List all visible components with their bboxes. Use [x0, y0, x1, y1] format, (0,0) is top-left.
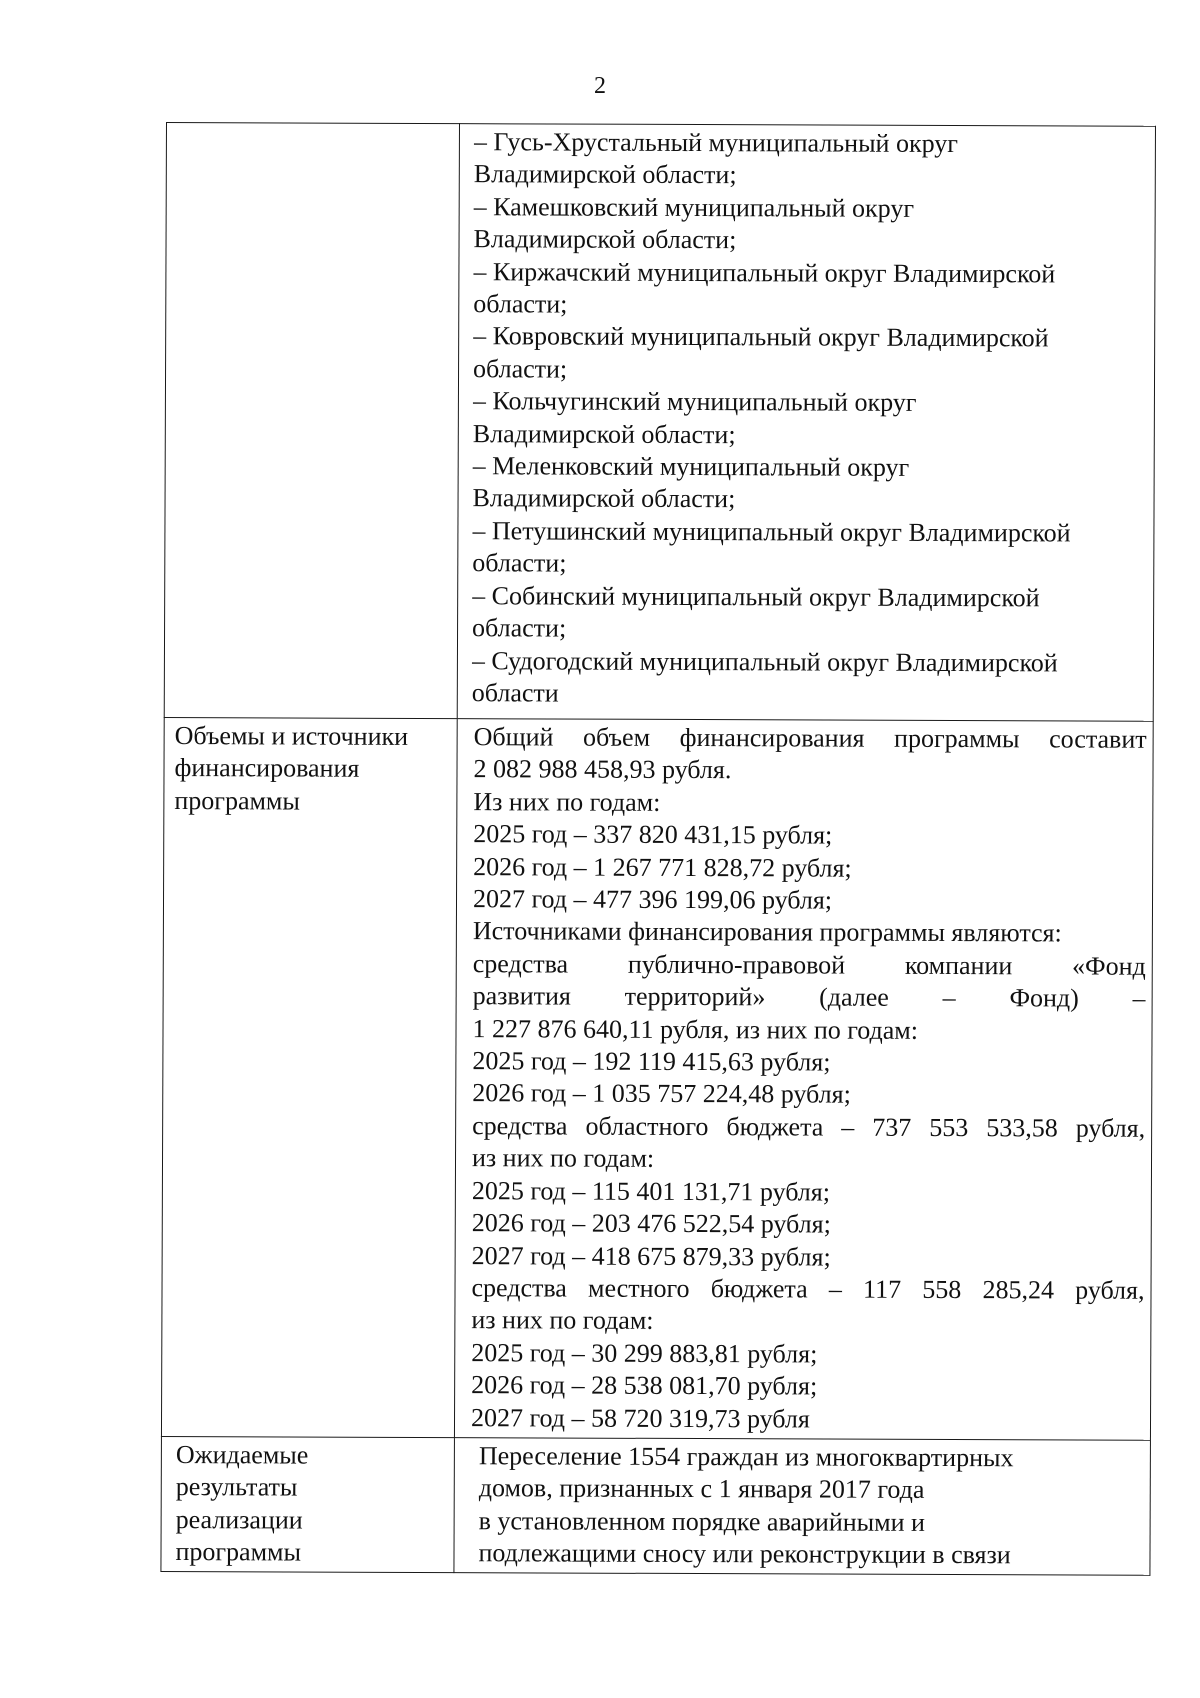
text-line: – Меленковский муниципальный округ	[472, 451, 910, 482]
text-line: 2027 год – 418 675 879,33 рубля;	[471, 1240, 831, 1272]
text-line: Источниками финансирования программы являются:	[472, 916, 1062, 948]
text-line: 2025 год – 30 299 883,81 рубля;	[471, 1337, 818, 1369]
row-label	[161, 717, 457, 1437]
label-line: программы	[174, 785, 300, 816]
text-line: – Гусь-Хрустальный муниципальный округ	[473, 127, 959, 159]
label-line: Объемы и источники	[174, 721, 409, 751]
text-line: из них по годам:	[471, 1305, 654, 1336]
label-line: Ожидаемые	[175, 1440, 309, 1470]
text-line: 2027 год – 477 396 199,06 рубля;	[472, 884, 833, 915]
text-line: 1 227 876 640,11 рубля, из них по годам:	[472, 1013, 919, 1045]
text-line: – Собинский муниципальный округ Владимирской	[472, 580, 1040, 613]
text-line: Владимирской области;	[473, 224, 737, 255]
text-line: – Судогодский муниципальный округ Владимирской	[471, 645, 1058, 677]
text-line: области;	[472, 548, 567, 578]
text-line: 2025 год – 115 401 131,71 рубля;	[471, 1175, 831, 1207]
text-line: развития территорий» (далее – Фонд) –	[472, 981, 1146, 1014]
text-line: – Петушинский муниципальный округ Владимирской	[472, 516, 1071, 548]
text-line: в установленном порядке аварийными и	[478, 1506, 926, 1537]
table-row	[161, 717, 1153, 1440]
table-row	[161, 1436, 1151, 1574]
text-line: области;	[472, 613, 567, 643]
text-line: 2025 год – 337 820 431,15 рубля;	[473, 819, 833, 850]
text-line: Владимирской области;	[472, 418, 736, 449]
text-line: 2026 год – 1 267 771 828,72 рубля;	[473, 851, 852, 883]
text-line: средства областного бюджета – 737 553 533,58 рубля,	[472, 1111, 1146, 1143]
text-line: домов, признанных с 1 января 2017 года	[478, 1473, 925, 1505]
page-number: 2	[594, 73, 606, 99]
table-row	[164, 123, 1155, 722]
row-content	[454, 1438, 1151, 1575]
label-line: результаты	[175, 1472, 298, 1502]
text-line: Владимирской области;	[473, 159, 737, 190]
text-line: – Ковровский муниципальный округ Владимирской	[473, 321, 1049, 353]
program-passport-table	[160, 122, 1156, 1575]
text-line: 2027 год – 58 720 319,73 рубля	[470, 1402, 810, 1434]
text-line: средства публично-правовой компании «Фонд	[472, 949, 1146, 981]
text-line: подлежащими сносу или реконструкции в связи	[478, 1538, 1011, 1570]
text-line: из них по годам:	[471, 1143, 655, 1174]
text-line: 2 082 988 458,93 рубля.	[473, 754, 732, 785]
label-line: реализации	[175, 1504, 303, 1535]
row-label	[164, 123, 459, 719]
text-line: – Киржачский муниципальный округ Владимирской	[473, 256, 1056, 289]
text-line: области;	[473, 289, 568, 319]
text-line: – Кольчугинский муниципальный округ	[472, 386, 917, 418]
text-line: 2026 год – 28 538 081,70 рубля;	[471, 1370, 818, 1401]
text-line: Владимирской области;	[472, 483, 736, 514]
row-label	[161, 1436, 455, 1572]
text-line: Из них по годам:	[473, 786, 661, 817]
text-line: области;	[473, 354, 568, 384]
text-line: 2025 год – 192 119 415,63 рубля;	[472, 1046, 831, 1077]
text-line: области	[471, 678, 559, 708]
label-line: финансирования	[174, 753, 360, 784]
text-line: 2026 год – 1 035 757 224,48 рубля;	[472, 1078, 851, 1110]
row-content	[457, 124, 1155, 722]
row-content	[454, 719, 1153, 1441]
label-line: программы	[175, 1537, 302, 1567]
text-line: Переселение 1554 граждан из многоквартирных	[478, 1441, 1014, 1473]
text-line: Общий объем финансирования программы составит	[473, 722, 1147, 754]
text-line: 2026 год – 203 476 522,54 рубля;	[471, 1208, 831, 1239]
text-line: средства местного бюджета – 117 558 285,24 рубля,	[471, 1273, 1145, 1305]
text-line: – Камешковский муниципальный округ	[473, 191, 915, 223]
